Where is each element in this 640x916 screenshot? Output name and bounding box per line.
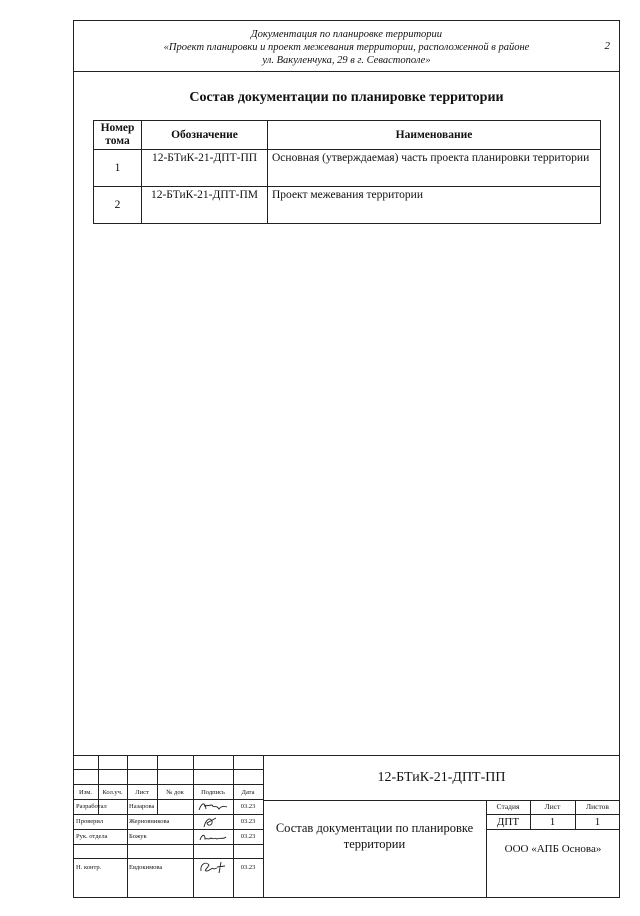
sheets-label: Листов xyxy=(586,802,609,811)
organization-name: ООО «АПБ Основа» xyxy=(504,843,602,855)
col-header-volume: Номер тома xyxy=(94,121,142,150)
page-title: Состав документации по планировке территории xyxy=(189,90,504,105)
stage-value: ДПТ xyxy=(496,816,520,828)
role-developer: Разработал xyxy=(76,803,107,810)
name-norm-control: Евдокимова xyxy=(129,864,163,871)
col-label-sheet: Лист xyxy=(135,789,149,796)
volume-code: 12-БТиК-21-ДПТ-ПП xyxy=(142,150,268,187)
sheets-value: 1 xyxy=(594,816,601,828)
name-developer: Назарова xyxy=(129,803,155,810)
volume-code: 12-БТиК-21-ДПТ-ПМ xyxy=(142,187,268,224)
stage-label: Стадия xyxy=(496,802,520,811)
table-header-row xyxy=(94,121,601,150)
signature-department-head xyxy=(198,831,230,843)
table-row xyxy=(94,150,601,187)
name-checker: Жерновникова xyxy=(129,818,170,825)
date-checker: 03.23 xyxy=(240,818,256,825)
document-code: 12-БТиК-21-ДПТ-ПП xyxy=(377,770,506,785)
date-norm-control: 03.23 xyxy=(240,864,256,871)
volume-number: 2 xyxy=(94,187,142,224)
col-header-code: Обозначение xyxy=(142,121,268,150)
volume-name: Основная (утверждаемая) часть проекта планировки территории xyxy=(268,150,601,187)
volume-number: 1 xyxy=(94,150,142,187)
role-norm-control: Н. контр. xyxy=(76,864,102,871)
sheet-label: Лист xyxy=(544,802,561,811)
signature-norm-control xyxy=(197,859,231,875)
table-row xyxy=(94,187,601,224)
col-header-name: Наименование xyxy=(268,121,601,150)
signature-checker xyxy=(198,815,228,829)
col-label-date: Дата xyxy=(241,789,255,796)
date-developer: 03.23 xyxy=(240,803,256,810)
volume-name: Проект межевания территории xyxy=(268,187,601,224)
stamp-document-title: Состав документации по планировке территории xyxy=(275,821,474,851)
role-department-head: Рук. отдела xyxy=(76,833,108,840)
header-line-2: «Проект планировки и проект межевания территории, расположенной в районе xyxy=(163,42,530,53)
header-text xyxy=(73,28,620,67)
contents-table xyxy=(93,120,601,224)
sheet-value: 1 xyxy=(549,816,556,828)
header-line-1: Документация по планировке территории xyxy=(250,29,443,40)
date-department-head: 03.23 xyxy=(240,833,256,840)
col-label-change: Изм. xyxy=(79,789,92,796)
col-label-doc-number: № док xyxy=(166,789,184,796)
signature-developer xyxy=(196,800,230,814)
page-number: 2 xyxy=(604,40,610,52)
role-checker: Проверил xyxy=(76,818,104,825)
name-department-head: Божук xyxy=(129,833,147,840)
document-header xyxy=(73,20,620,72)
col-label-count: Кол.уч. xyxy=(102,789,123,796)
header-line-3: ул. Вакуленчука, 29 в г. Севастополе» xyxy=(262,55,431,66)
col-label-signature: Подпись xyxy=(201,789,225,796)
